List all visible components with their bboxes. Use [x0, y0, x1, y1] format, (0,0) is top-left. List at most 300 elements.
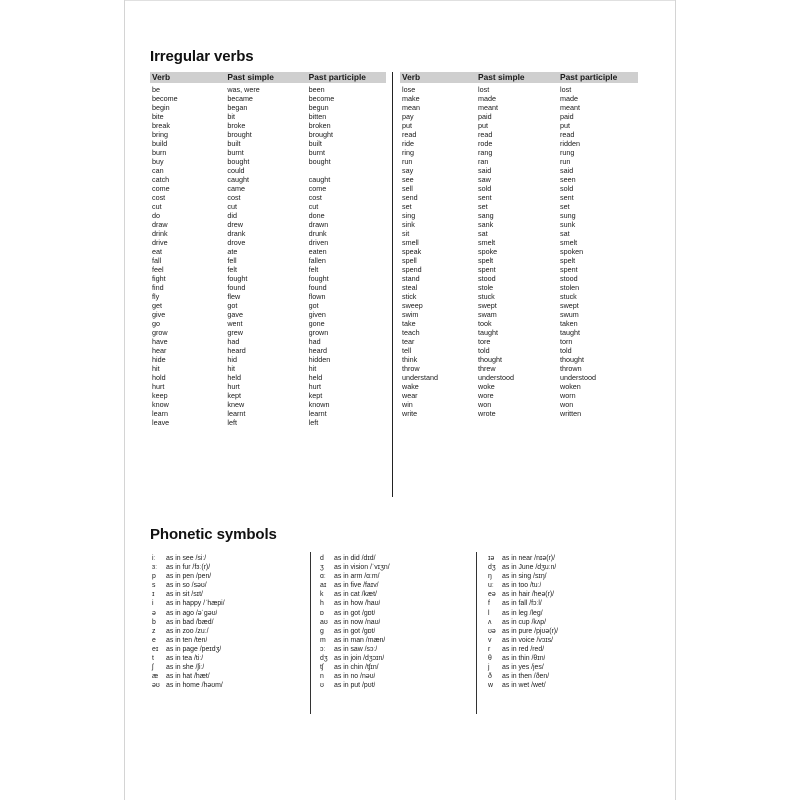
- phonetic-symbol: eɪ: [152, 645, 159, 653]
- phonetic-row: [488, 627, 638, 636]
- verb-cell: teach: [402, 328, 420, 337]
- page-edge-top: [124, 0, 676, 1]
- past-simple-cell: was, were: [227, 85, 260, 94]
- phonetic-symbol: ɪ: [152, 591, 155, 599]
- past-participle-cell: caught: [308, 175, 331, 184]
- past-simple-cell: ran: [478, 157, 489, 166]
- phonetic-symbol: k: [320, 591, 324, 599]
- past-participle-cell: cut: [308, 202, 319, 211]
- verb-cell: smell: [402, 238, 419, 247]
- phonetic-row: [488, 681, 638, 690]
- past-participle-cell: spelt: [560, 256, 576, 265]
- verb-cell: begin: [152, 103, 170, 112]
- page-edge-left: [124, 0, 125, 800]
- verb-row: [400, 148, 638, 157]
- past-participle-cell: bitten: [308, 112, 327, 121]
- verb-cell: sing: [402, 211, 416, 220]
- verb-cell: lose: [402, 85, 416, 94]
- verb-cell: fall: [152, 256, 162, 265]
- verb-cell: write: [402, 409, 418, 418]
- past-simple-cell: fell: [227, 256, 237, 265]
- past-participle-cell: come: [308, 184, 327, 193]
- past-simple-cell: rang: [478, 148, 493, 157]
- verb-cell: set: [402, 202, 412, 211]
- verb-cell: sell: [402, 184, 413, 193]
- phonetic-symbol: w: [488, 682, 493, 690]
- phonetic-symbol: b: [152, 618, 156, 626]
- verb-cell: have: [152, 337, 168, 346]
- verb-cell: become: [152, 94, 178, 103]
- verb-cell: throw: [402, 364, 420, 373]
- phonetic-symbol: d: [320, 555, 324, 562]
- past-simple-cell: had: [227, 337, 240, 346]
- verb-row: [400, 202, 638, 211]
- verb-cell: feel: [152, 265, 164, 274]
- verb-row: [150, 274, 386, 283]
- verb-cell: ride: [402, 139, 414, 148]
- verb-row: [400, 319, 638, 328]
- verb-row: [400, 130, 638, 139]
- past-participle-cell: sold: [560, 184, 574, 193]
- phonetic-symbol: əʊ: [152, 682, 160, 690]
- verb-cell: cut: [152, 202, 162, 211]
- verb-row: [150, 337, 386, 346]
- past-participle-cell: fought: [308, 274, 329, 283]
- verb-cell: keep: [152, 391, 168, 400]
- verb-row: [150, 301, 386, 310]
- past-simple-cell: swept: [478, 301, 497, 310]
- verb-row: [150, 103, 386, 112]
- past-simple-cell: cost: [227, 193, 241, 202]
- phonetic-symbol: ʊə: [488, 627, 496, 635]
- phonetic-row: [488, 663, 638, 672]
- phonetic-symbol: æ: [152, 673, 159, 681]
- past-participle-cell: hit: [308, 364, 317, 373]
- past-simple-cell: sang: [478, 211, 494, 220]
- phonetic-row: [320, 572, 470, 581]
- past-participle-cell: broken: [308, 121, 331, 130]
- phonetic-example: as in thin /θɪn/: [502, 655, 546, 663]
- verb-row: [150, 382, 386, 391]
- verb-cell: run: [402, 157, 413, 166]
- verb-row: [150, 409, 386, 418]
- verb-cell: say: [402, 166, 414, 175]
- phonetic-symbol: s: [152, 582, 156, 590]
- verb-row: [400, 247, 638, 256]
- verb-cell: speak: [402, 247, 422, 256]
- past-simple-cell: began: [227, 103, 248, 112]
- verb-cell: sit: [402, 229, 410, 238]
- verb-cell: hit: [152, 364, 160, 373]
- verb-row: [400, 94, 638, 103]
- past-participle-cell: put: [560, 121, 570, 130]
- past-simple-cell: held: [227, 373, 241, 382]
- past-participle-cell: ridden: [560, 139, 580, 148]
- page-edge-right: [675, 0, 676, 800]
- verb-cell: hold: [152, 373, 166, 382]
- verb-cell: bite: [152, 112, 164, 121]
- past-participle-cell: sunk: [560, 220, 576, 229]
- phonetic-row: [152, 672, 302, 681]
- verb-cell: put: [402, 121, 412, 130]
- past-simple-cell: won: [478, 400, 492, 409]
- verb-cell: hide: [152, 355, 166, 364]
- phonetic-symbol: l: [488, 609, 490, 617]
- phonetic-symbol: t: [152, 655, 154, 663]
- past-simple-cell: stole: [478, 283, 494, 292]
- past-simple-cell: caught: [227, 175, 249, 184]
- past-simple-cell: put: [478, 121, 488, 130]
- past-simple-cell: stood: [478, 274, 496, 283]
- phonetic-row: [152, 618, 302, 627]
- past-simple-cell: grew: [227, 328, 243, 337]
- past-participle-cell: brought: [308, 130, 334, 139]
- past-simple-cell: fought: [227, 274, 248, 283]
- phonetic-symbol: m: [320, 636, 326, 644]
- verb-row: [400, 310, 638, 319]
- past-participle-cell: grown: [308, 328, 329, 337]
- phonetic-symbol: z: [152, 627, 156, 635]
- past-simple-cell: swam: [478, 310, 497, 319]
- verb-row: [150, 85, 386, 94]
- verb-cell: wake: [402, 382, 419, 391]
- verb-cell: find: [152, 283, 164, 292]
- verb-cell: sink: [402, 220, 415, 229]
- phonetic-symbol: j: [488, 664, 490, 672]
- past-participle-cell: worn: [560, 391, 576, 400]
- verb-row: [150, 247, 386, 256]
- phonetic-row: [488, 581, 638, 590]
- phonetic-example: as in pen /pen/: [166, 573, 212, 581]
- phonetic-example: as in bad /bæd/: [166, 618, 214, 626]
- phonetic-symbol: tʃ: [320, 664, 324, 672]
- phonetic-symbol: dʒ: [320, 655, 328, 663]
- past-simple-cell: read: [478, 130, 493, 139]
- phonetic-example: as in no /nəʊ/: [334, 673, 376, 681]
- verb-cell: pay: [402, 112, 414, 121]
- past-participle-cell: rung: [560, 148, 575, 157]
- header-past-simple: Past simple: [227, 72, 274, 82]
- verb-row: [150, 229, 386, 238]
- verb-cell: leave: [152, 418, 170, 427]
- phonetic-row: [488, 654, 638, 663]
- phonetic-example: as in chin /tʃɪn/: [334, 664, 379, 672]
- phonetic-symbol: ð: [488, 673, 492, 681]
- past-simple-cell: sank: [478, 220, 494, 229]
- past-participle-cell: held: [308, 373, 323, 382]
- phonetic-example: as in page /peɪdʒ/: [166, 645, 222, 653]
- past-simple-cell: rode: [478, 139, 493, 148]
- past-participle-cell: flown: [308, 292, 326, 301]
- phonetic-row: [152, 645, 302, 654]
- verb-row: [150, 283, 386, 292]
- verb-cell: hurt: [152, 382, 165, 391]
- past-participle-cell: made: [560, 94, 578, 103]
- past-participle-cell: had: [308, 337, 321, 346]
- verb-cell: learn: [152, 409, 168, 418]
- phonetic-example: as in voice /vɔɪs/: [502, 636, 554, 644]
- verb-row: [150, 139, 386, 148]
- phonetic-example: as in how /haʊ/: [334, 600, 381, 608]
- past-participle-cell: told: [560, 346, 572, 355]
- phonetic-symbol: ʒ: [320, 564, 324, 572]
- phonetic-example: as in vision /ˈvɪʒn/: [334, 564, 390, 572]
- verb-cell: bring: [152, 130, 168, 139]
- phonetic-row: [152, 627, 302, 636]
- verb-row: [150, 112, 386, 121]
- phonetic-row: [488, 645, 638, 654]
- past-participle-cell: lost: [560, 85, 572, 94]
- verb-row: [150, 292, 386, 301]
- phonetic-row: [152, 554, 302, 563]
- past-simple-cell: knew: [227, 400, 245, 409]
- past-participle-cell: become: [308, 94, 335, 103]
- past-participle-cell: been: [308, 85, 325, 94]
- verb-row: [400, 256, 638, 265]
- phonetic-symbol: i: [152, 600, 154, 608]
- past-simple-cell: hurt: [227, 382, 240, 391]
- past-simple-cell: threw: [478, 364, 496, 373]
- verb-cell: come: [152, 184, 170, 193]
- past-simple-cell: built: [227, 139, 241, 148]
- past-simple-cell: came: [227, 184, 245, 193]
- past-participle-cell: taught: [560, 328, 580, 337]
- verb-row: [400, 355, 638, 364]
- phonetic-example: as in fall /fɔːl/: [502, 600, 542, 608]
- verb-cell: be: [152, 85, 160, 94]
- past-simple-cell: hit: [227, 364, 235, 373]
- verb-row: [400, 391, 638, 400]
- verb-row: [150, 328, 386, 337]
- past-simple-cell: saw: [478, 175, 491, 184]
- phonetic-symbol: ɒ: [320, 609, 324, 617]
- phonetic-row: [320, 609, 470, 618]
- past-simple-cell: could: [227, 166, 245, 175]
- past-simple-cell: did: [227, 211, 237, 220]
- phonetic-row: [488, 636, 638, 645]
- phonetic-symbol: iː: [152, 555, 156, 562]
- phonetic-row: [152, 563, 302, 572]
- phonetic-row: [320, 563, 470, 572]
- phonetic-row: [488, 554, 638, 563]
- verb-row: [400, 121, 638, 130]
- past-participle-cell: said: [560, 166, 574, 175]
- phonetic-symbol: θ: [488, 655, 492, 663]
- past-simple-cell: wrote: [478, 409, 496, 418]
- phonetic-symbol: ɑː: [320, 573, 326, 581]
- past-simple-cell: sold: [478, 184, 492, 193]
- past-simple-cell: drove: [227, 238, 246, 247]
- verb-row: [400, 112, 638, 121]
- verb-row: [150, 418, 386, 427]
- past-participle-cell: set: [560, 202, 570, 211]
- verb-cell: draw: [152, 220, 168, 229]
- phonetic-row: [488, 572, 638, 581]
- verb-cell: fly: [152, 292, 160, 301]
- verb-cell: see: [402, 175, 414, 184]
- past-participle-cell: stolen: [560, 283, 580, 292]
- irregular-verbs-title: Irregular verbs: [150, 48, 254, 65]
- verb-row: [150, 355, 386, 364]
- phonetic-symbol: ʌ: [488, 618, 492, 626]
- past-participle-cell: woken: [560, 382, 581, 391]
- verb-row: [150, 310, 386, 319]
- past-simple-cell: stuck: [478, 292, 495, 301]
- verb-cell: cost: [152, 193, 166, 202]
- verb-row: [150, 346, 386, 355]
- phonetic-symbol: n: [320, 673, 324, 681]
- past-simple-cell: lost: [478, 85, 490, 94]
- verb-table-header: [400, 72, 638, 83]
- phonetic-row: [488, 618, 638, 627]
- past-simple-cell: kept: [227, 391, 241, 400]
- verb-cell: mean: [402, 103, 420, 112]
- past-simple-cell: set: [478, 202, 488, 211]
- phonetic-example: as in she /ʃiː/: [166, 664, 205, 672]
- phonetic-example: as in home /həʊm/: [166, 682, 223, 690]
- past-participle-cell: hurt: [308, 382, 322, 391]
- phonetic-row: [152, 572, 302, 581]
- verb-cell: fight: [152, 274, 166, 283]
- verb-row: [400, 265, 638, 274]
- phonetic-example: as in cat /kæt/: [334, 591, 377, 599]
- verb-row: [400, 382, 638, 391]
- past-simple-cell: spelt: [478, 256, 494, 265]
- verb-row: [400, 328, 638, 337]
- verb-row: [400, 409, 638, 418]
- phonetic-example: as in ten /ten/: [166, 636, 208, 644]
- past-simple-cell: bit: [227, 112, 235, 121]
- verb-cell: grow: [152, 328, 168, 337]
- verb-row: [150, 373, 386, 382]
- verb-row: [400, 139, 638, 148]
- past-participle-cell: seen: [560, 175, 576, 184]
- header-past-participle: Past participle: [560, 72, 618, 82]
- verb-row: [150, 202, 386, 211]
- past-simple-cell: woke: [478, 382, 495, 391]
- verb-row: [400, 274, 638, 283]
- verb-cell: think: [402, 355, 418, 364]
- past-participle-cell: thrown: [560, 364, 582, 373]
- phonetic-example: as in near /nɪə(r)/: [502, 555, 556, 562]
- phonetic-example: as in red /red/: [502, 645, 545, 653]
- phonetic-example: as in hat /hæt/: [166, 673, 210, 681]
- phonetic-example: as in did /dɪd/: [334, 555, 376, 562]
- past-participle-cell: read: [560, 130, 575, 139]
- past-simple-cell: sent: [478, 193, 492, 202]
- past-simple-cell: told: [478, 346, 490, 355]
- past-simple-cell: broke: [227, 121, 246, 130]
- past-participle-cell: drunk: [308, 229, 327, 238]
- past-participle-cell: meant: [560, 103, 580, 112]
- phonetic-row: [152, 590, 302, 599]
- past-simple-cell: brought: [227, 130, 252, 139]
- past-participle-cell: hidden: [308, 355, 331, 364]
- verb-row: [400, 364, 638, 373]
- phonetic-column-3: [488, 554, 638, 690]
- phonetic-column-2: [320, 554, 470, 690]
- past-participle-cell: begun: [308, 103, 329, 112]
- phonetic-row: [488, 590, 638, 599]
- past-simple-cell: felt: [227, 265, 237, 274]
- verb-rows-left: [150, 83, 386, 427]
- past-participle-cell: torn: [560, 337, 573, 346]
- verb-cell: make: [402, 94, 420, 103]
- phonetic-example: as in yes /jes/: [502, 664, 544, 672]
- past-participle-cell: paid: [560, 112, 574, 121]
- past-simple-cell: went: [227, 319, 243, 328]
- phonetic-example: as in June /dʒuːn/: [502, 564, 557, 572]
- past-participle-cell: thought: [560, 355, 584, 364]
- phonetic-example: as in too /tuː/: [502, 582, 542, 590]
- verb-cell: drive: [152, 238, 168, 247]
- phonetic-example: as in ago /əˈgəʊ/: [166, 609, 218, 617]
- past-simple-cell: became: [227, 94, 253, 103]
- past-simple-cell: spent: [478, 265, 496, 274]
- verb-row: [150, 166, 386, 175]
- phonetic-row: [488, 672, 638, 681]
- phonetic-example: as in saw /sɔː/: [334, 645, 378, 653]
- past-participle-cell: felt: [308, 265, 319, 274]
- past-simple-cell: found: [227, 283, 246, 292]
- verb-cell: read: [402, 130, 417, 139]
- past-participle-cell: found: [308, 283, 327, 292]
- phonetic-symbol: ʊ: [320, 682, 324, 690]
- verb-rows-right: [400, 83, 638, 418]
- verb-cell: catch: [152, 175, 170, 184]
- phonetic-row: [488, 563, 638, 572]
- phonetic-row: [320, 681, 470, 690]
- past-participle-cell: driven: [308, 238, 329, 247]
- header-past-participle: Past participle: [308, 72, 366, 82]
- phonetic-example: as in happy /ˈhæpi/: [166, 600, 225, 608]
- verb-row: [150, 391, 386, 400]
- past-participle-cell: [309, 166, 386, 175]
- past-simple-cell: bought: [227, 157, 250, 166]
- verb-cell: ring: [402, 148, 414, 157]
- verb-row: [150, 265, 386, 274]
- past-participle-cell: smelt: [560, 238, 578, 247]
- verb-cell: give: [152, 310, 166, 319]
- phonetic-example: as in got /gɒt/: [334, 627, 376, 635]
- past-simple-cell: made: [478, 94, 496, 103]
- phonetic-symbol: e: [152, 636, 156, 644]
- phonetic-symbol: r: [488, 645, 491, 653]
- past-participle-cell: sung: [560, 211, 576, 220]
- past-participle-cell: burnt: [308, 148, 326, 157]
- verb-row: [400, 193, 638, 202]
- verb-row: [150, 184, 386, 193]
- verb-cell: break: [152, 121, 170, 130]
- verb-row: [400, 346, 638, 355]
- verb-row: [150, 238, 386, 247]
- phonetic-row: [320, 627, 470, 636]
- past-simple-cell: sat: [478, 229, 488, 238]
- phonetic-example: as in zoo /zuː/: [166, 627, 209, 635]
- verb-row: [400, 166, 638, 175]
- past-participle-cell: got: [308, 301, 319, 310]
- verb-row: [400, 400, 638, 409]
- phonetic-symbol: f: [488, 600, 490, 608]
- past-simple-cell: drank: [227, 229, 246, 238]
- verb-cell: can: [152, 166, 164, 175]
- past-participle-cell: sat: [560, 229, 570, 238]
- past-participle-cell: heard: [308, 346, 328, 355]
- phonetic-symbol: ə: [152, 609, 156, 617]
- past-simple-cell: meant: [478, 103, 498, 112]
- verb-row: [400, 103, 638, 112]
- verb-row: [400, 184, 638, 193]
